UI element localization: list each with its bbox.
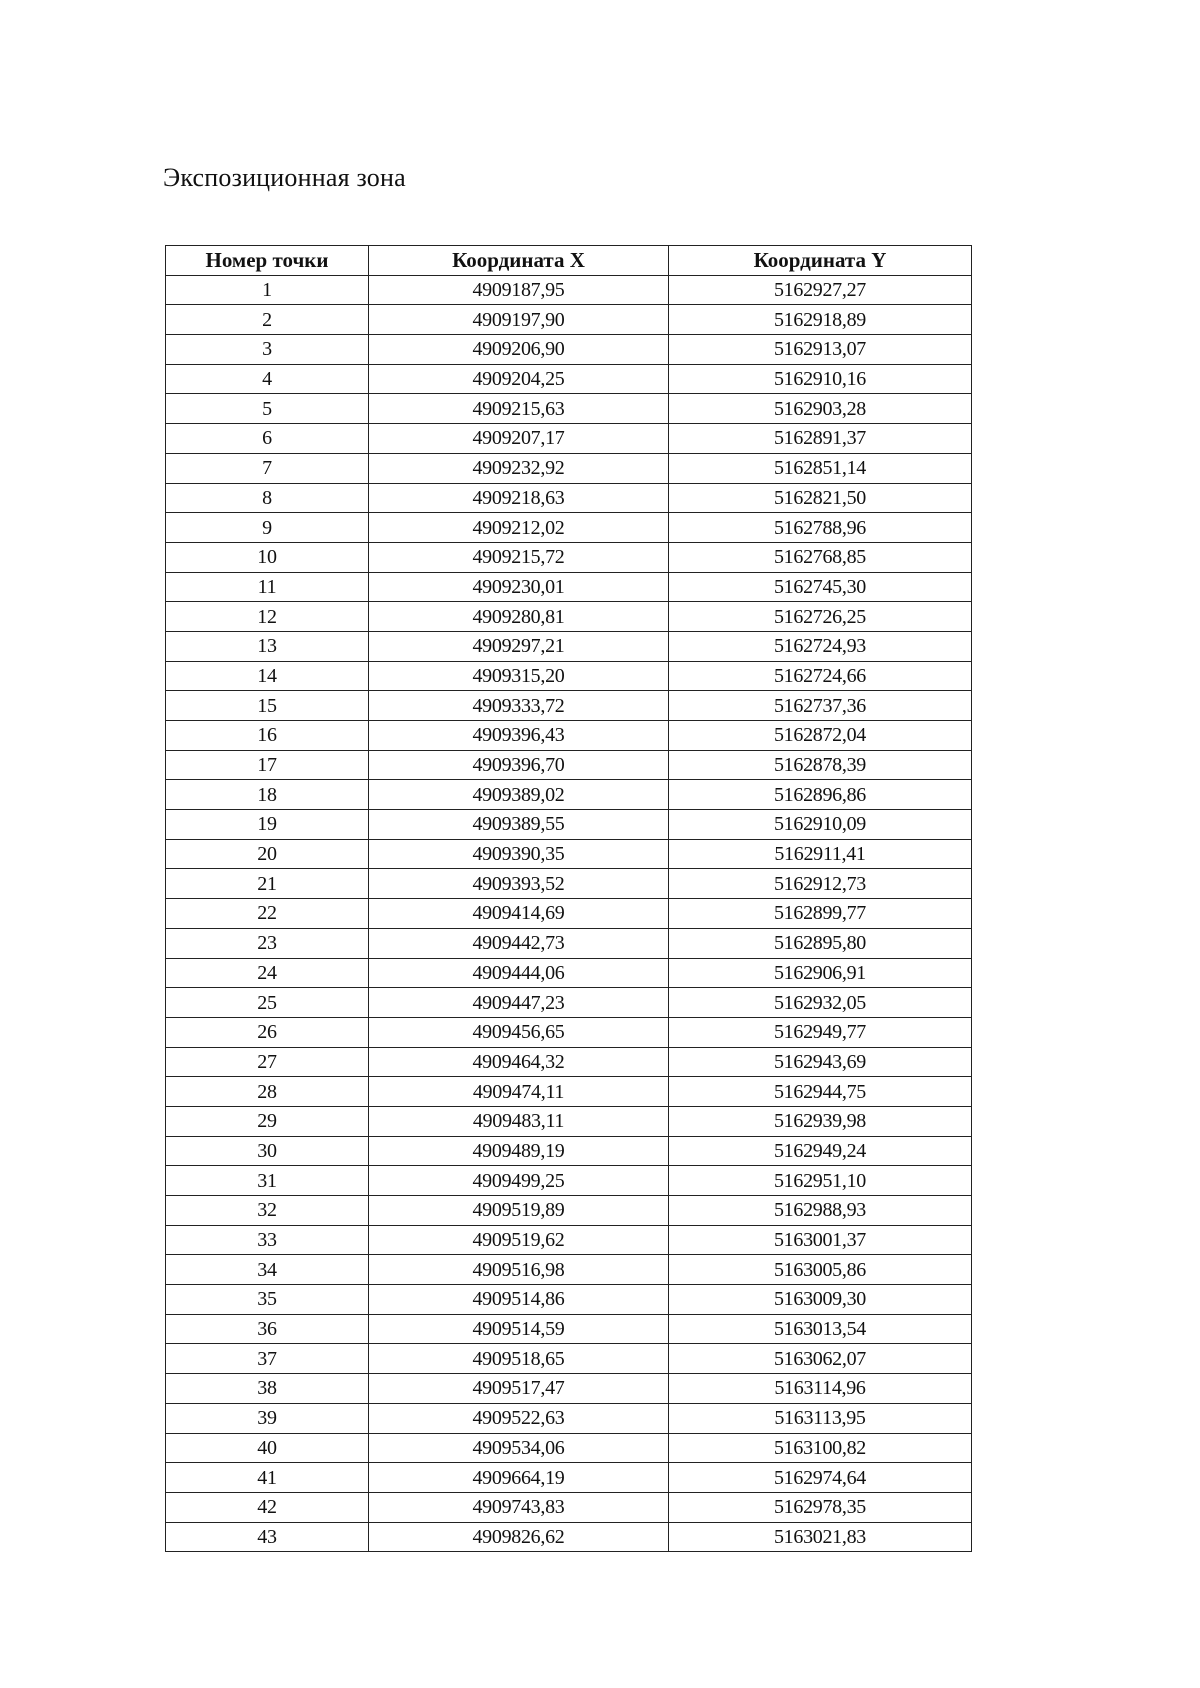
point-number-cell: 34 bbox=[166, 1255, 369, 1285]
header-coordinate-x: Координата X bbox=[369, 246, 669, 276]
point-number-cell: 30 bbox=[166, 1136, 369, 1166]
coordinate-x-cell: 4909514,86 bbox=[369, 1285, 669, 1315]
coordinate-y-cell: 5162913,07 bbox=[669, 335, 972, 365]
table-row bbox=[166, 1344, 972, 1374]
table-row bbox=[166, 1403, 972, 1433]
coordinate-x-cell: 4909514,59 bbox=[369, 1314, 669, 1344]
coordinate-x-cell: 4909315,20 bbox=[369, 661, 669, 691]
coordinate-y-cell: 5162949,24 bbox=[669, 1136, 972, 1166]
coordinate-y-cell: 5162788,96 bbox=[669, 513, 972, 543]
coordinate-y-cell: 5162944,75 bbox=[669, 1077, 972, 1107]
coordinate-y-cell: 5162821,50 bbox=[669, 483, 972, 513]
coordinate-y-cell: 5162891,37 bbox=[669, 424, 972, 454]
coordinate-y-cell: 5162737,36 bbox=[669, 691, 972, 721]
point-number-cell: 42 bbox=[166, 1492, 369, 1522]
table-row bbox=[166, 958, 972, 988]
coordinate-y-cell: 5162927,27 bbox=[669, 275, 972, 305]
point-number-cell: 21 bbox=[166, 869, 369, 899]
coordinate-y-cell: 5163100,82 bbox=[669, 1433, 972, 1463]
coordinate-y-cell: 5162932,05 bbox=[669, 988, 972, 1018]
table-row bbox=[166, 1285, 972, 1315]
point-number-cell: 17 bbox=[166, 750, 369, 780]
point-number-cell: 35 bbox=[166, 1285, 369, 1315]
point-number-cell: 40 bbox=[166, 1433, 369, 1463]
coordinate-x-cell: 4909483,11 bbox=[369, 1106, 669, 1136]
coordinate-x-cell: 4909206,90 bbox=[369, 335, 669, 365]
coordinate-y-cell: 5162911,41 bbox=[669, 839, 972, 869]
coordinate-x-cell: 4909517,47 bbox=[369, 1374, 669, 1404]
table-row bbox=[166, 513, 972, 543]
table-row bbox=[166, 780, 972, 810]
table-row bbox=[166, 631, 972, 661]
table-row bbox=[166, 869, 972, 899]
point-number-cell: 26 bbox=[166, 1017, 369, 1047]
coordinate-y-cell: 5162910,16 bbox=[669, 364, 972, 394]
table-row bbox=[166, 839, 972, 869]
point-number-cell: 37 bbox=[166, 1344, 369, 1374]
table-row bbox=[166, 721, 972, 751]
table-row bbox=[166, 602, 972, 632]
table-row bbox=[166, 1255, 972, 1285]
coordinate-x-cell: 4909826,62 bbox=[369, 1522, 669, 1552]
coordinate-y-cell: 5162939,98 bbox=[669, 1106, 972, 1136]
coordinate-x-cell: 4909664,19 bbox=[369, 1463, 669, 1493]
coordinate-x-cell: 4909204,25 bbox=[369, 364, 669, 394]
point-number-cell: 24 bbox=[166, 958, 369, 988]
coordinate-y-cell: 5163009,30 bbox=[669, 1285, 972, 1315]
table-row bbox=[166, 335, 972, 365]
coordinate-y-cell: 5162906,91 bbox=[669, 958, 972, 988]
coordinate-x-cell: 4909499,25 bbox=[369, 1166, 669, 1196]
coordinate-y-cell: 5162988,93 bbox=[669, 1196, 972, 1226]
table-row bbox=[166, 572, 972, 602]
coordinate-x-cell: 4909396,43 bbox=[369, 721, 669, 751]
table-row bbox=[166, 1017, 972, 1047]
table-row bbox=[166, 1492, 972, 1522]
coordinate-y-cell: 5162851,14 bbox=[669, 453, 972, 483]
coordinate-x-cell: 4909297,21 bbox=[369, 631, 669, 661]
coordinate-y-cell: 5163114,96 bbox=[669, 1374, 972, 1404]
coordinate-x-cell: 4909442,73 bbox=[369, 928, 669, 958]
coordinate-x-cell: 4909197,90 bbox=[369, 305, 669, 335]
coordinate-y-cell: 5162899,77 bbox=[669, 899, 972, 929]
header-point-number: Номер точки bbox=[166, 246, 369, 276]
coordinate-y-cell: 5162912,73 bbox=[669, 869, 972, 899]
coordinates-table bbox=[165, 245, 972, 1552]
coordinate-x-cell: 4909447,23 bbox=[369, 988, 669, 1018]
table-row bbox=[166, 810, 972, 840]
coordinate-x-cell: 4909389,02 bbox=[369, 780, 669, 810]
coordinate-x-cell: 4909212,02 bbox=[369, 513, 669, 543]
table-row bbox=[166, 305, 972, 335]
point-number-cell: 16 bbox=[166, 721, 369, 751]
coordinate-x-cell: 4909522,63 bbox=[369, 1403, 669, 1433]
table-row bbox=[166, 691, 972, 721]
point-number-cell: 43 bbox=[166, 1522, 369, 1552]
coordinate-x-cell: 4909187,95 bbox=[369, 275, 669, 305]
point-number-cell: 36 bbox=[166, 1314, 369, 1344]
coordinate-x-cell: 4909534,06 bbox=[369, 1433, 669, 1463]
coordinate-x-cell: 4909396,70 bbox=[369, 750, 669, 780]
coordinate-x-cell: 4909393,52 bbox=[369, 869, 669, 899]
coordinate-x-cell: 4909414,69 bbox=[369, 899, 669, 929]
coordinate-x-cell: 4909516,98 bbox=[369, 1255, 669, 1285]
point-number-cell: 1 bbox=[166, 275, 369, 305]
table-row bbox=[166, 1463, 972, 1493]
coordinate-y-cell: 5163021,83 bbox=[669, 1522, 972, 1552]
coordinate-x-cell: 4909389,55 bbox=[369, 810, 669, 840]
table-row bbox=[166, 661, 972, 691]
page-title: Экспозиционная зона bbox=[163, 163, 406, 192]
table-row bbox=[166, 483, 972, 513]
coordinate-y-cell: 5162903,28 bbox=[669, 394, 972, 424]
point-number-cell: 32 bbox=[166, 1196, 369, 1226]
point-number-cell: 13 bbox=[166, 631, 369, 661]
table-row bbox=[166, 1433, 972, 1463]
coordinate-x-cell: 4909489,19 bbox=[369, 1136, 669, 1166]
coordinate-y-cell: 5163001,37 bbox=[669, 1225, 972, 1255]
point-number-cell: 3 bbox=[166, 335, 369, 365]
coordinate-x-cell: 4909333,72 bbox=[369, 691, 669, 721]
table-row bbox=[166, 275, 972, 305]
point-number-cell: 5 bbox=[166, 394, 369, 424]
point-number-cell: 23 bbox=[166, 928, 369, 958]
point-number-cell: 33 bbox=[166, 1225, 369, 1255]
table-row bbox=[166, 1166, 972, 1196]
table-body bbox=[166, 275, 972, 1552]
point-number-cell: 2 bbox=[166, 305, 369, 335]
coordinate-y-cell: 5162878,39 bbox=[669, 750, 972, 780]
point-number-cell: 27 bbox=[166, 1047, 369, 1077]
point-number-cell: 22 bbox=[166, 899, 369, 929]
header-coordinate-y: Координата Y bbox=[669, 246, 972, 276]
coordinate-x-cell: 4909390,35 bbox=[369, 839, 669, 869]
table-row bbox=[166, 1106, 972, 1136]
coordinate-x-cell: 4909456,65 bbox=[369, 1017, 669, 1047]
coordinate-x-cell: 4909743,83 bbox=[369, 1492, 669, 1522]
coordinate-x-cell: 4909280,81 bbox=[369, 602, 669, 632]
point-number-cell: 15 bbox=[166, 691, 369, 721]
table-row bbox=[166, 1077, 972, 1107]
point-number-cell: 8 bbox=[166, 483, 369, 513]
point-number-cell: 6 bbox=[166, 424, 369, 454]
coordinate-y-cell: 5162724,93 bbox=[669, 631, 972, 661]
coordinate-y-cell: 5162768,85 bbox=[669, 542, 972, 572]
coordinate-y-cell: 5163113,95 bbox=[669, 1403, 972, 1433]
point-number-cell: 31 bbox=[166, 1166, 369, 1196]
coordinate-y-cell: 5162951,10 bbox=[669, 1166, 972, 1196]
point-number-cell: 29 bbox=[166, 1106, 369, 1136]
point-number-cell: 7 bbox=[166, 453, 369, 483]
coordinate-x-cell: 4909519,89 bbox=[369, 1196, 669, 1226]
point-number-cell: 25 bbox=[166, 988, 369, 1018]
coordinate-y-cell: 5163062,07 bbox=[669, 1344, 972, 1374]
point-number-cell: 38 bbox=[166, 1374, 369, 1404]
table-row bbox=[166, 988, 972, 1018]
table-row bbox=[166, 1225, 972, 1255]
coordinate-y-cell: 5163005,86 bbox=[669, 1255, 972, 1285]
coordinate-x-cell: 4909230,01 bbox=[369, 572, 669, 602]
point-number-cell: 39 bbox=[166, 1403, 369, 1433]
coordinate-x-cell: 4909444,06 bbox=[369, 958, 669, 988]
coordinate-y-cell: 5162745,30 bbox=[669, 572, 972, 602]
coordinate-y-cell: 5162910,09 bbox=[669, 810, 972, 840]
coordinate-y-cell: 5162978,35 bbox=[669, 1492, 972, 1522]
coordinate-y-cell: 5162896,86 bbox=[669, 780, 972, 810]
coordinate-y-cell: 5162974,64 bbox=[669, 1463, 972, 1493]
table-row bbox=[166, 1047, 972, 1077]
point-number-cell: 11 bbox=[166, 572, 369, 602]
table-row bbox=[166, 453, 972, 483]
coordinate-y-cell: 5162724,66 bbox=[669, 661, 972, 691]
coordinate-x-cell: 4909218,63 bbox=[369, 483, 669, 513]
point-number-cell: 12 bbox=[166, 602, 369, 632]
coordinate-y-cell: 5162895,80 bbox=[669, 928, 972, 958]
point-number-cell: 19 bbox=[166, 810, 369, 840]
coordinate-y-cell: 5162943,69 bbox=[669, 1047, 972, 1077]
table-row bbox=[166, 424, 972, 454]
point-number-cell: 20 bbox=[166, 839, 369, 869]
coordinate-x-cell: 4909519,62 bbox=[369, 1225, 669, 1255]
coordinate-y-cell: 5163013,54 bbox=[669, 1314, 972, 1344]
coordinate-x-cell: 4909232,92 bbox=[369, 453, 669, 483]
coordinate-y-cell: 5162726,25 bbox=[669, 602, 972, 632]
point-number-cell: 9 bbox=[166, 513, 369, 543]
coordinate-x-cell: 4909518,65 bbox=[369, 1344, 669, 1374]
coordinate-x-cell: 4909215,63 bbox=[369, 394, 669, 424]
point-number-cell: 41 bbox=[166, 1463, 369, 1493]
table-row bbox=[166, 1196, 972, 1226]
table-row bbox=[166, 750, 972, 780]
coordinate-y-cell: 5162872,04 bbox=[669, 721, 972, 751]
coordinate-y-cell: 5162918,89 bbox=[669, 305, 972, 335]
table-row bbox=[166, 1522, 972, 1552]
table-row bbox=[166, 364, 972, 394]
table-row bbox=[166, 1374, 972, 1404]
table-row bbox=[166, 928, 972, 958]
table-row bbox=[166, 542, 972, 572]
coordinate-x-cell: 4909215,72 bbox=[369, 542, 669, 572]
coordinate-x-cell: 4909207,17 bbox=[369, 424, 669, 454]
coordinate-x-cell: 4909464,32 bbox=[369, 1047, 669, 1077]
point-number-cell: 18 bbox=[166, 780, 369, 810]
table-row bbox=[166, 394, 972, 424]
coordinate-y-cell: 5162949,77 bbox=[669, 1017, 972, 1047]
point-number-cell: 28 bbox=[166, 1077, 369, 1107]
table-header-row bbox=[166, 246, 972, 276]
point-number-cell: 4 bbox=[166, 364, 369, 394]
point-number-cell: 10 bbox=[166, 542, 369, 572]
table-row bbox=[166, 1314, 972, 1344]
table-row bbox=[166, 899, 972, 929]
coordinate-x-cell: 4909474,11 bbox=[369, 1077, 669, 1107]
point-number-cell: 14 bbox=[166, 661, 369, 691]
table-row bbox=[166, 1136, 972, 1166]
